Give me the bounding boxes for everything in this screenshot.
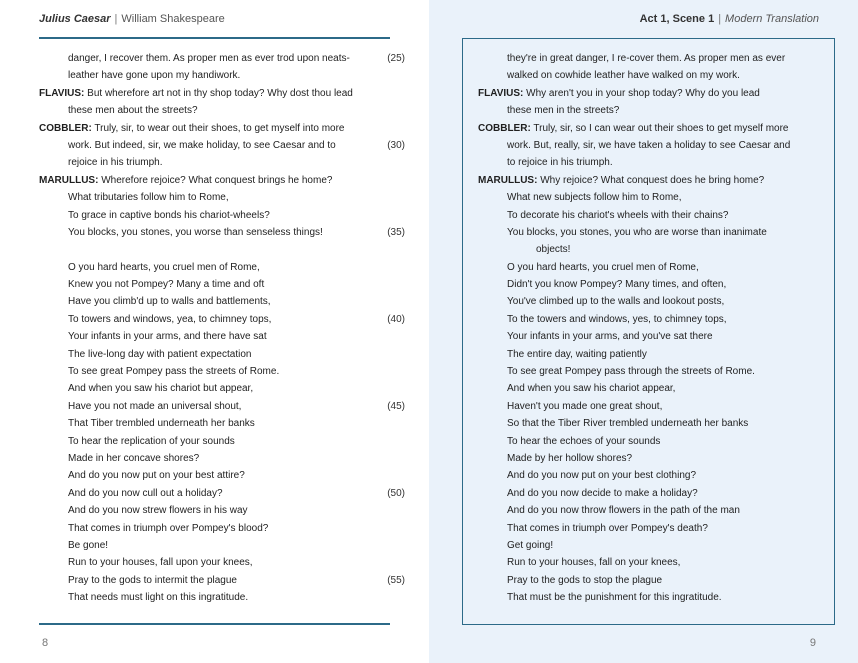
line-number: (35)	[387, 226, 405, 238]
line-text: Haven't you made one great shout,	[507, 400, 663, 412]
speaker-name: COBBLER:	[478, 122, 531, 134]
line-text: And when you saw his chariot appear,	[507, 383, 676, 395]
text-line	[39, 537, 409, 554]
line-text: objects!	[536, 244, 571, 256]
text-line	[39, 554, 409, 571]
line-text: To hear the replication of your sounds	[68, 435, 235, 447]
line-text: To decorate his chariot's wheels with their chains?	[507, 209, 729, 221]
left-running-header	[39, 13, 225, 25]
text-line	[39, 102, 409, 119]
line-text: Truly, sir, to wear out their shoes, to get myself into more	[91, 122, 345, 134]
line-text: And do you now throw flowers in the path of the man	[507, 505, 740, 517]
text-line	[478, 572, 823, 589]
author-name: William Shakespeare	[121, 13, 225, 25]
text-line	[478, 380, 823, 397]
text-line	[478, 311, 823, 328]
text-line	[478, 346, 823, 363]
text-line	[39, 207, 409, 224]
text-line	[39, 50, 409, 67]
speaker-name: COBBLER:	[39, 122, 92, 134]
text-line	[39, 259, 409, 276]
text-line	[478, 328, 823, 345]
text-line	[478, 102, 823, 119]
text-line	[478, 485, 823, 502]
text-line	[478, 520, 823, 537]
line-text: Why aren't you in your shop today? Why do you lead	[523, 87, 760, 99]
line-text: Pray to the gods to intermit the plague	[68, 574, 237, 586]
text-line	[39, 380, 409, 397]
line-text: Didn't you know Pompey? Many times, and often,	[507, 279, 727, 291]
line-text: Made in her concave shores?	[68, 452, 200, 464]
line-text: Knew you not Pompey? Many a time and oft	[68, 279, 265, 291]
line-text: To hear the echoes of your sounds	[507, 435, 661, 447]
line-text: To grace in captive bonds his chariot-wheels?	[68, 209, 270, 221]
line-text: To see great Pompey pass through the streets of Rome.	[507, 366, 755, 378]
line-text: That must be the punishment for this ingratitude.	[507, 592, 722, 604]
line-text: What tributaries follow him to Rome,	[68, 192, 229, 204]
text-line	[39, 467, 409, 484]
line-text: work. But, really, sir, we have taken a holiday to see Caesar and	[507, 139, 791, 151]
text-line	[39, 241, 409, 258]
text-line	[39, 154, 409, 171]
text-line	[39, 328, 409, 345]
text-line	[478, 172, 823, 189]
text-line	[478, 137, 823, 154]
line-text: Be gone!	[68, 539, 109, 551]
translation-label: Modern Translation	[725, 13, 819, 25]
line-text: Run to your houses, fall on your knees,	[507, 557, 681, 569]
line-number: (55)	[387, 574, 405, 586]
text-line	[478, 502, 823, 519]
line-number: (25)	[387, 53, 405, 64]
text-line	[39, 137, 409, 154]
text-line	[478, 589, 823, 606]
text-line	[39, 502, 409, 519]
line-text: What new subjects follow him to Rome,	[507, 192, 682, 204]
text-line	[478, 415, 823, 432]
text-line	[39, 363, 409, 380]
text-line	[478, 154, 823, 171]
line-text: Your infants in your arms, and there have sat	[68, 331, 267, 343]
line-text: Your infants in your arms, and you've sat there	[507, 331, 713, 343]
text-line	[39, 572, 409, 589]
text-line	[478, 467, 823, 484]
text-line	[39, 172, 409, 189]
line-text: Run to your houses, fall upon your knees,	[68, 557, 253, 569]
line-text: You blocks, you stones, you worse than senseless things!	[68, 226, 323, 238]
text-line	[39, 485, 409, 502]
speaker-name: FLAVIUS:	[39, 87, 85, 99]
text-line	[478, 450, 823, 467]
line-text: Wherefore rejoice? What conquest brings he home?	[98, 174, 333, 186]
line-text: work. But indeed, sir, we make holiday, to see Caesar and to	[68, 139, 336, 151]
speaker-name: MARULLUS:	[39, 174, 99, 186]
text-line	[39, 589, 409, 606]
text-line	[39, 398, 409, 415]
line-text: Have you not made an universal shout,	[68, 400, 242, 412]
text-line	[478, 293, 823, 310]
text-line	[478, 398, 823, 415]
line-text: The entire day, waiting patiently	[507, 348, 647, 360]
text-line	[478, 433, 823, 450]
line-text: Why rejoice? What conquest does he bring home?	[537, 174, 765, 186]
text-line	[39, 450, 409, 467]
text-line	[478, 554, 823, 571]
play-title: Julius Caesar	[39, 13, 111, 25]
page-number-right: 9	[809, 637, 816, 649]
text-line	[39, 85, 409, 102]
line-text: they're in great danger, I re-cover them. As proper men as ever	[507, 53, 786, 64]
text-line	[39, 311, 409, 328]
text-line	[39, 346, 409, 363]
text-line	[39, 189, 409, 206]
line-text: That comes in triumph over Pompey's blood?	[68, 522, 269, 534]
line-text: walked on cowhide leather have walked on my work.	[507, 70, 740, 82]
text-line	[39, 224, 409, 241]
line-text: And do you now put on your best attire?	[68, 470, 245, 482]
original-text	[39, 50, 409, 607]
text-line	[478, 207, 823, 224]
line-number: (50)	[387, 487, 405, 499]
line-text: O you hard hearts, you cruel men of Rome,	[507, 261, 699, 273]
text-line	[478, 259, 823, 276]
text-line	[478, 67, 823, 84]
line-text: rejoice in his triumph.	[68, 157, 163, 169]
text-line	[478, 50, 823, 67]
text-line	[478, 537, 823, 554]
text-line	[478, 224, 823, 241]
text-line	[39, 120, 409, 137]
page-number-left: 8	[42, 637, 49, 649]
text-line	[478, 85, 823, 102]
scene-label: Act 1, Scene 1	[639, 13, 715, 25]
line-text: And do you now strew flowers in his way	[68, 505, 248, 517]
line-text: The live-long day with patient expectation	[68, 348, 252, 360]
text-line	[478, 241, 823, 258]
bottom-divider	[39, 623, 390, 625]
line-text: O you hard hearts, you cruel men of Rome,	[68, 261, 260, 273]
text-line	[39, 520, 409, 537]
line-text: And do you now put on your best clothing?	[507, 470, 697, 482]
line-text: You've climbed up to the walls and lookout posts,	[507, 296, 725, 308]
line-text: these men in the streets?	[507, 105, 620, 117]
header-separator: |	[114, 13, 118, 25]
line-text: To towers and windows, yea, to chimney tops,	[68, 313, 272, 325]
text-line	[478, 120, 823, 137]
line-text: these men about the streets?	[68, 105, 198, 117]
line-text: But wherefore art not in thy shop today? Why dost thou lead	[84, 87, 353, 99]
text-line	[39, 415, 409, 432]
header-separator-right: |	[718, 13, 722, 25]
line-text: That comes in triumph over Pompey's death?	[507, 522, 708, 534]
line-text: to rejoice in his triumph.	[507, 157, 613, 169]
line-text: To see great Pompey pass the streets of Rome.	[68, 366, 280, 378]
line-text: And do you now cull out a holiday?	[68, 487, 223, 499]
text-line	[478, 276, 823, 293]
line-text: So that the Tiber River trembled underneath her banks	[507, 418, 749, 430]
text-line	[39, 293, 409, 310]
line-number: (40)	[387, 313, 405, 325]
speaker-name: FLAVIUS:	[478, 87, 524, 99]
right-running-header	[640, 13, 819, 25]
line-text: Have you climb'd up to walls and battlements,	[68, 296, 271, 308]
line-text: To the towers and windows, yes, to chimney tops,	[507, 313, 727, 325]
top-divider	[39, 37, 390, 39]
text-line	[39, 276, 409, 293]
line-text: And when you saw his chariot but appear,	[68, 383, 254, 395]
line-text: danger, I recover them. As proper men as ever trod upon neats-	[68, 53, 350, 64]
speaker-name: MARULLUS:	[478, 174, 538, 186]
line-number: (30)	[387, 139, 405, 151]
line-text: That needs must light on this ingratitude.	[68, 592, 249, 604]
line-text: Get going!	[507, 539, 554, 551]
text-line	[478, 363, 823, 380]
line-text: You blocks, you stones, you who are worse than inanimate	[507, 226, 767, 238]
line-text: And do you now decide to make a holiday?	[507, 487, 698, 499]
text-line	[478, 189, 823, 206]
line-text: Pray to the gods to stop the plague	[507, 574, 663, 586]
line-text: Made by her hollow shores?	[507, 452, 633, 464]
line-number: (45)	[387, 400, 405, 412]
modern-translation-text	[478, 50, 823, 607]
line-text: Truly, sir, so I can wear out their shoes to get myself more	[530, 122, 789, 134]
line-text: That Tiber trembled underneath her banks	[68, 418, 255, 430]
line-text: leather have gone upon my handiwork.	[68, 70, 241, 82]
text-line	[39, 67, 409, 84]
text-line	[39, 433, 409, 450]
